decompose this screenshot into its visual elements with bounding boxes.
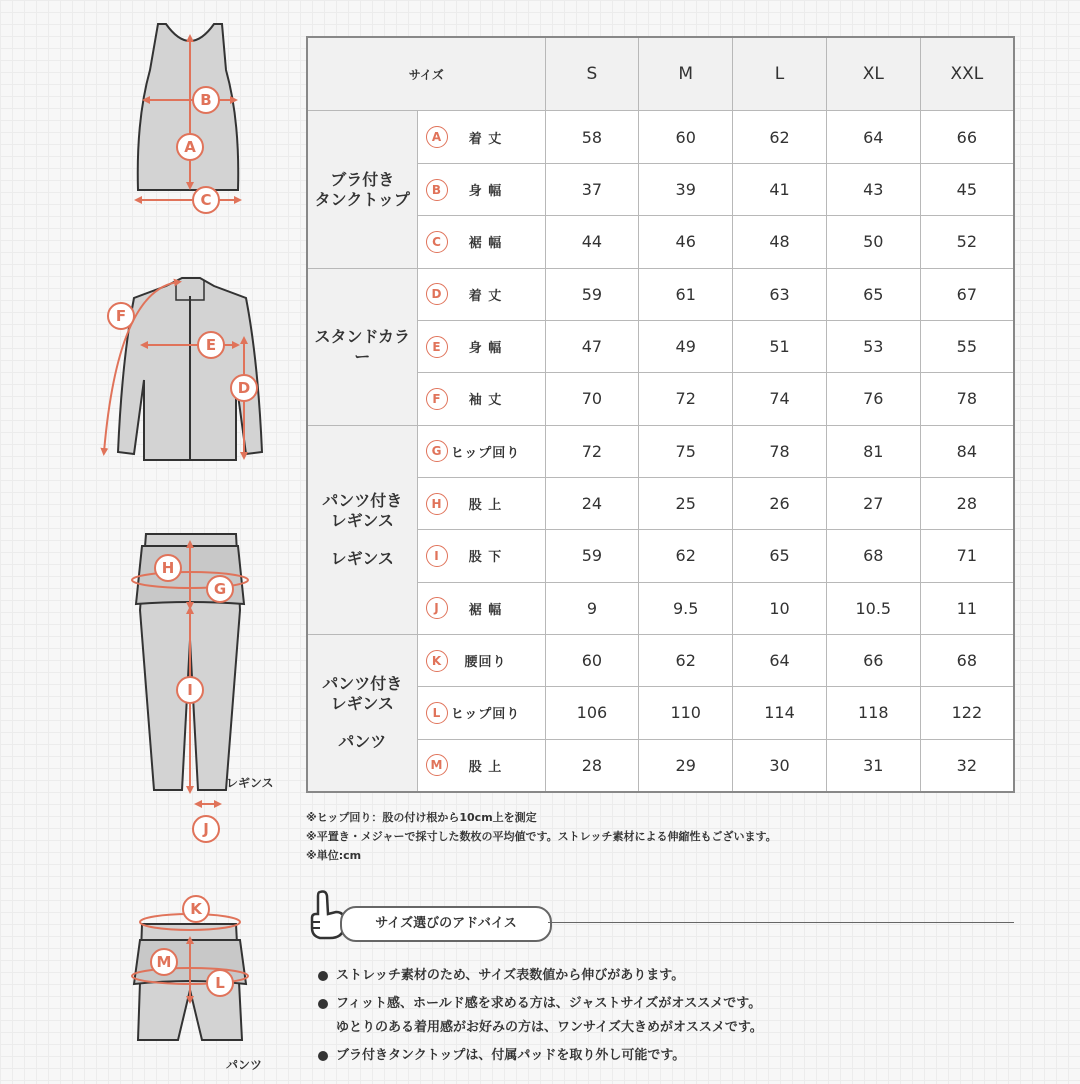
measurement-name: ヒップ回り <box>450 707 521 723</box>
letter-badge: B <box>426 179 448 201</box>
value-cell: 29 <box>639 739 733 792</box>
leggings-drawing <box>132 534 248 804</box>
value-cell: 47 <box>545 320 639 372</box>
group-name-line: レギンス <box>330 510 394 530</box>
marker-f <box>108 303 134 329</box>
advice-item <box>318 1044 685 1063</box>
size-col-header: XXL <box>920 37 1014 111</box>
size-col-header: S <box>545 37 639 111</box>
svg-text:G: G <box>213 580 227 598</box>
value-cell: 62 <box>733 111 827 163</box>
svg-text:L: L <box>215 974 225 992</box>
bullet-icon <box>318 971 328 981</box>
value-cell: 11 <box>920 582 1014 634</box>
group-name <box>307 111 417 268</box>
value-cell: 39 <box>639 163 733 215</box>
advice-item <box>318 992 761 1011</box>
measurement-cell <box>417 425 545 477</box>
measurement-cell <box>417 320 545 372</box>
value-cell: 48 <box>733 216 827 268</box>
table-row <box>307 425 1014 477</box>
value-cell: 49 <box>639 320 733 372</box>
letter-badge: E <box>426 336 448 358</box>
letter-badge: L <box>426 702 448 724</box>
measurement-name: 股 上 <box>468 498 503 514</box>
value-cell: 52 <box>920 216 1014 268</box>
group-name-line: パンツ付き <box>322 490 403 510</box>
svg-text:F: F <box>115 307 127 325</box>
letter-badge: I <box>426 545 448 567</box>
value-cell: 114 <box>733 687 827 739</box>
garment-illustrations <box>0 0 300 1080</box>
marker-a <box>177 134 203 160</box>
value-cell: 118 <box>826 687 920 739</box>
value-cell: 59 <box>545 530 639 582</box>
measurement-cell <box>417 687 545 739</box>
svg-text:B: B <box>200 91 212 109</box>
value-cell: 26 <box>733 477 827 529</box>
value-cell: 67 <box>920 268 1014 320</box>
measurement-name: 裾 幅 <box>468 236 503 252</box>
group-name <box>307 634 417 792</box>
measurement-cell <box>417 634 545 686</box>
value-cell: 28 <box>545 739 639 792</box>
group-name-line: ブラ付き <box>330 169 395 189</box>
value-cell: 62 <box>639 634 733 686</box>
value-cell: 64 <box>733 634 827 686</box>
letter-badge: A <box>426 126 448 148</box>
value-cell: 65 <box>733 530 827 582</box>
advice-item <box>336 1016 763 1035</box>
pants-label: パンツ <box>226 1058 263 1072</box>
group-name <box>307 268 417 425</box>
value-cell: 70 <box>545 373 639 425</box>
marker-k <box>183 896 209 922</box>
letter-badge: M <box>426 754 448 776</box>
measurement-cell <box>417 477 545 529</box>
leggings-label: レギンス <box>226 776 274 790</box>
measurement-cell <box>417 373 545 425</box>
value-cell: 27 <box>826 477 920 529</box>
advice-text: ゆとりのある着用感がお好みの方は、ワンサイズ大きめがオススメです。 <box>336 1020 763 1035</box>
value-cell: 51 <box>733 320 827 372</box>
value-cell: 61 <box>639 268 733 320</box>
group-name-line: パンツ <box>338 731 387 751</box>
size-chart-table <box>306 36 1015 793</box>
letter-badge: G <box>426 440 448 462</box>
value-cell: 64 <box>826 111 920 163</box>
marker-b <box>193 87 219 113</box>
marker-j <box>193 816 219 842</box>
advice-text: ストレッチ素材のため、サイズ表数値から伸びがあります。 <box>336 968 685 983</box>
measurement-cell <box>417 582 545 634</box>
measurement-name: 身 幅 <box>468 341 503 357</box>
value-cell: 84 <box>920 425 1014 477</box>
value-cell: 72 <box>545 425 639 477</box>
value-cell: 24 <box>545 477 639 529</box>
measurement-name: 腰回り <box>464 655 507 671</box>
svg-text:D: D <box>237 379 251 397</box>
size-col-header: L <box>733 37 827 111</box>
value-cell: 65 <box>826 268 920 320</box>
value-cell: 9.5 <box>639 582 733 634</box>
tank-top-drawing <box>138 24 239 200</box>
value-cell: 25 <box>639 477 733 529</box>
value-cell: 10.5 <box>826 582 920 634</box>
value-cell: 30 <box>733 739 827 792</box>
value-cell: 78 <box>733 425 827 477</box>
size-header: サイズ <box>307 37 545 111</box>
measurement-cell <box>417 216 545 268</box>
value-cell: 66 <box>826 634 920 686</box>
bullet-icon <box>318 1051 328 1061</box>
measurement-name: 股 上 <box>468 759 503 775</box>
value-cell: 81 <box>826 425 920 477</box>
value-cell: 72 <box>639 373 733 425</box>
table-row <box>307 268 1014 320</box>
value-cell: 28 <box>920 477 1014 529</box>
size-col-header: XL <box>826 37 920 111</box>
value-cell: 45 <box>920 163 1014 215</box>
group-name-line: スタンドカラー <box>314 326 411 366</box>
table-row <box>307 634 1014 686</box>
group-name-line: タンクトップ <box>314 189 410 209</box>
group-name-line: パンツ付き <box>322 673 403 693</box>
marker-g <box>207 576 233 602</box>
size-col-header: M <box>639 37 733 111</box>
value-cell: 74 <box>733 373 827 425</box>
measurement-cell <box>417 111 545 163</box>
value-cell: 46 <box>639 216 733 268</box>
value-cell: 60 <box>545 634 639 686</box>
marker-d <box>231 375 257 401</box>
table-header-row <box>307 37 1014 111</box>
value-cell: 37 <box>545 163 639 215</box>
marker-i <box>177 677 203 703</box>
value-cell: 60 <box>639 111 733 163</box>
garment-diagram <box>0 0 300 1080</box>
measurement-cell <box>417 268 545 320</box>
svg-text:A: A <box>184 138 196 156</box>
letter-badge: C <box>426 231 448 253</box>
measurement-cell <box>417 530 545 582</box>
value-cell: 58 <box>545 111 639 163</box>
value-cell: 68 <box>920 634 1014 686</box>
advice-item <box>318 964 684 983</box>
value-cell: 66 <box>920 111 1014 163</box>
value-cell: 50 <box>826 216 920 268</box>
group-name <box>307 425 417 634</box>
note-hip-measure: ※ヒップ回り：股の付け根から10cm上を測定 <box>306 811 537 824</box>
group-name-line: レギンス <box>330 693 394 713</box>
marker-m <box>151 949 177 975</box>
svg-text:I: I <box>187 681 193 699</box>
measurement-name: 身 幅 <box>468 184 503 199</box>
letter-badge: K <box>426 650 448 672</box>
bullet-icon <box>318 999 328 1009</box>
letter-badge: H <box>426 493 448 515</box>
table-row <box>307 111 1014 163</box>
measurement-name: 股 下 <box>468 550 503 566</box>
svg-text:M: M <box>156 953 172 971</box>
value-cell: 53 <box>826 320 920 372</box>
letter-badge: D <box>426 283 448 305</box>
svg-text:E: E <box>205 336 217 354</box>
marker-l <box>207 970 233 996</box>
group-name-line: レギンス <box>330 548 394 568</box>
svg-text:K: K <box>190 900 202 918</box>
value-cell: 122 <box>920 687 1014 739</box>
letter-badge: F <box>426 388 448 410</box>
advice-divider <box>548 922 1014 923</box>
value-cell: 62 <box>639 530 733 582</box>
measurement-name: 裾 幅 <box>468 602 503 618</box>
value-cell: 110 <box>639 687 733 739</box>
note-unit: ※単位:cm <box>306 849 362 862</box>
value-cell: 9 <box>545 582 639 634</box>
note-measuring-method: ※平置き・メジャーで採寸した数枚の平均値です。ストレッチ素材による伸縮性もございます。 <box>306 830 777 843</box>
measurement-name: 着 丈 <box>468 131 503 147</box>
marker-c <box>193 187 219 213</box>
svg-text:J: J <box>203 820 209 838</box>
value-cell: 71 <box>920 530 1014 582</box>
measurement-name: 着 丈 <box>468 288 503 304</box>
value-cell: 59 <box>545 268 639 320</box>
advice-title: サイズ選びのアドバイス <box>340 906 552 942</box>
measurement-name: 袖 丈 <box>468 393 503 409</box>
svg-text:H: H <box>161 559 175 577</box>
value-cell: 41 <box>733 163 827 215</box>
value-cell: 55 <box>920 320 1014 372</box>
value-cell: 32 <box>920 739 1014 792</box>
value-cell: 10 <box>733 582 827 634</box>
marker-h <box>155 555 181 581</box>
value-cell: 43 <box>826 163 920 215</box>
measurement-cell <box>417 163 545 215</box>
value-cell: 76 <box>826 373 920 425</box>
value-cell: 78 <box>920 373 1014 425</box>
value-cell: 44 <box>545 216 639 268</box>
marker-e <box>198 332 224 358</box>
value-cell: 31 <box>826 739 920 792</box>
letter-badge: J <box>426 597 448 619</box>
value-cell: 75 <box>639 425 733 477</box>
measurement-cell <box>417 739 545 792</box>
svg-text:C: C <box>200 191 212 209</box>
advice-text: フィット感、ホールド感を求める方は、ジャストサイズがオススメです。 <box>336 996 762 1011</box>
advice-text: ブラ付きタンクトップは、付属パッドを取り外し可能です。 <box>336 1048 686 1063</box>
measurement-name: ヒップ回り <box>450 445 521 461</box>
value-cell: 63 <box>733 268 827 320</box>
value-cell: 68 <box>826 530 920 582</box>
value-cell: 106 <box>545 687 639 739</box>
